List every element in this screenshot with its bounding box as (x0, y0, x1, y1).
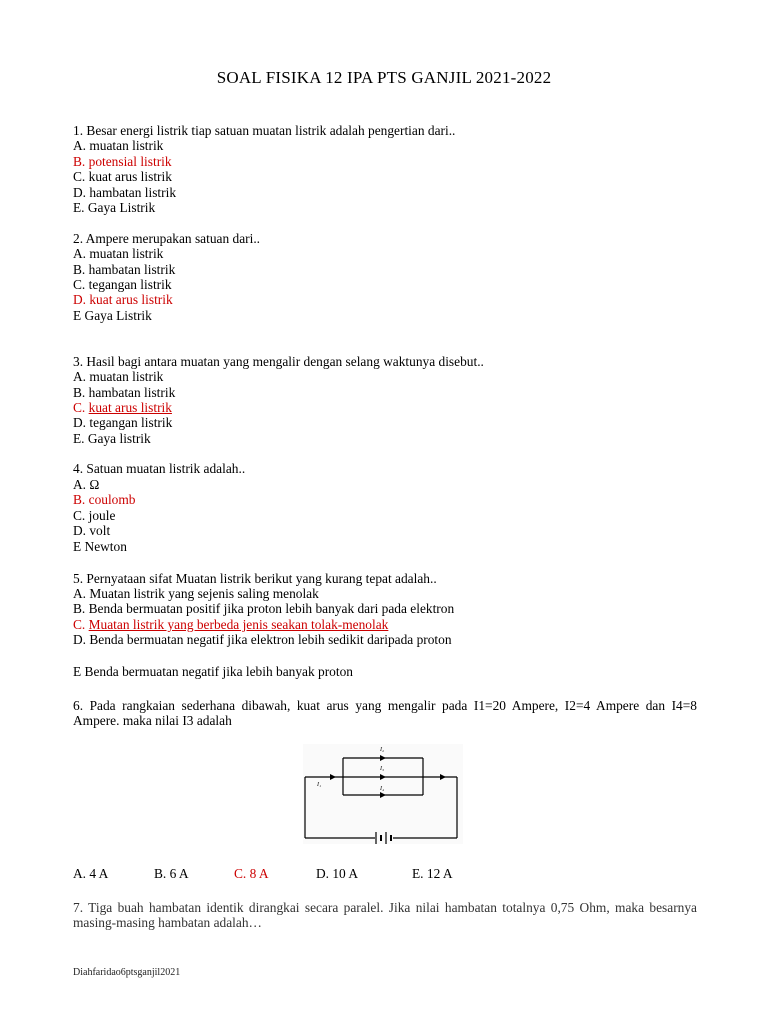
page-footer: Diahfaridao6ptsganjil2021 (73, 967, 181, 978)
q2-option-b: B. hambatan listrik (73, 262, 176, 277)
q4-option-b-answer: B. coulomb (73, 492, 136, 507)
q1-option-b-answer: B. potensial listrik (73, 154, 172, 169)
q5-option-c-text: Muatan listrik yang berbeda jenis seakan tolak-menolak (88, 617, 389, 632)
arrow-i1 (330, 774, 336, 780)
question-2: 2. Ampere merupakan satuan dari.. (73, 231, 261, 246)
q4-option-c: C. joule (73, 508, 116, 523)
q2-option-c: C. tegangan listrik (73, 277, 172, 292)
question-6: 6. Pada rangkaian sederhana dibawah, kuat arus yang mengalir pada I1=20 Ampere, I2=4 Ampere dan I4=8 Ampere. maka nilai I3 adalah (73, 698, 697, 729)
q7-number: 7. (73, 900, 84, 915)
q3-option-e: E. Gaya listrik (73, 431, 151, 446)
label-i1: I₁ (317, 782, 322, 788)
q1-option-c: C. kuat arus listrik (73, 169, 172, 184)
arrow-i4 (380, 792, 386, 798)
page-title: SOAL FISIKA 12 IPA PTS GANJIL 2021-2022 (216, 68, 552, 87)
q6-option-b: B. 6 A (154, 866, 189, 881)
q6-option-c-answer: C. 8 A (234, 866, 269, 881)
question-7 (73, 900, 697, 931)
q4-option-d: D. volt (73, 523, 111, 538)
q6-option-a: A. 4 A (73, 866, 109, 881)
circuit-svg (303, 744, 463, 844)
question-1: 1. Besar energi listrik tiap satuan muatan listrik adalah pengertian dari.. (73, 123, 456, 138)
label-i4: I₄ (380, 786, 385, 792)
q3-option-c-text: kuat arus listrik (88, 400, 172, 415)
q3-option-b: B. hambatan listrik (73, 385, 176, 400)
question-4: 4. Satuan muatan listrik adalah.. (73, 461, 246, 476)
q6-option-e: E. 12 A (412, 866, 453, 881)
q7-text: Tiga buah hambatan identik dirangkai secara paralel. Jika nilai hambatan totalnya 0,75 Ohm, maka besarnya masing-masing hambatan adalah… (73, 900, 697, 931)
q4-option-a: A. Ω (73, 477, 100, 492)
q5-option-b: B. Benda bermuatan positif jika proton lebih banyak dari pada elektron (73, 601, 455, 616)
q3-option-d: D. tegangan listrik (73, 415, 173, 430)
q3-option-c-answer (73, 400, 172, 415)
circuit-diagram (303, 744, 463, 844)
q5-option-e: E Benda bermuatan negatif jika lebih banyak proton (73, 664, 353, 679)
arrow-out (440, 774, 446, 780)
question-5: 5. Pernyataan sifat Muatan listrik berikut yang kurang tepat adalah.. (73, 571, 437, 586)
q2-option-d-answer: D. kuat arus listrik (73, 292, 173, 307)
arrow-i2 (380, 755, 386, 761)
q5-option-a: A. Muatan listrik yang sejenis saling menolak (73, 586, 319, 601)
q2-option-e: E Gaya Listrik (73, 308, 152, 323)
question-3: 3. Hasil bagi antara muatan yang mengalir dengan selang waktunya disebut.. (73, 354, 484, 369)
q3-option-a: A. muatan listrik (73, 369, 164, 384)
label-i2: I₂ (380, 747, 385, 753)
q2-option-a: A. muatan listrik (73, 246, 164, 261)
q5-option-c-prefix: C. (73, 617, 89, 632)
q6-option-d: D. 10 A (316, 866, 359, 881)
q5-option-d: D. Benda bermuatan negatif jika elektron lebih sedikit daripada proton (73, 632, 452, 647)
q4-option-e: E Newton (73, 539, 127, 554)
q1-option-e: E. Gaya Listrik (73, 200, 156, 215)
q1-option-a: A. muatan listrik (73, 138, 164, 153)
q3-option-c-prefix: C. (73, 400, 89, 415)
arrow-i3 (380, 774, 386, 780)
q1-option-d: D. hambatan listrik (73, 185, 177, 200)
q5-option-c-answer (73, 617, 388, 632)
label-i3: I₃ (380, 766, 385, 772)
